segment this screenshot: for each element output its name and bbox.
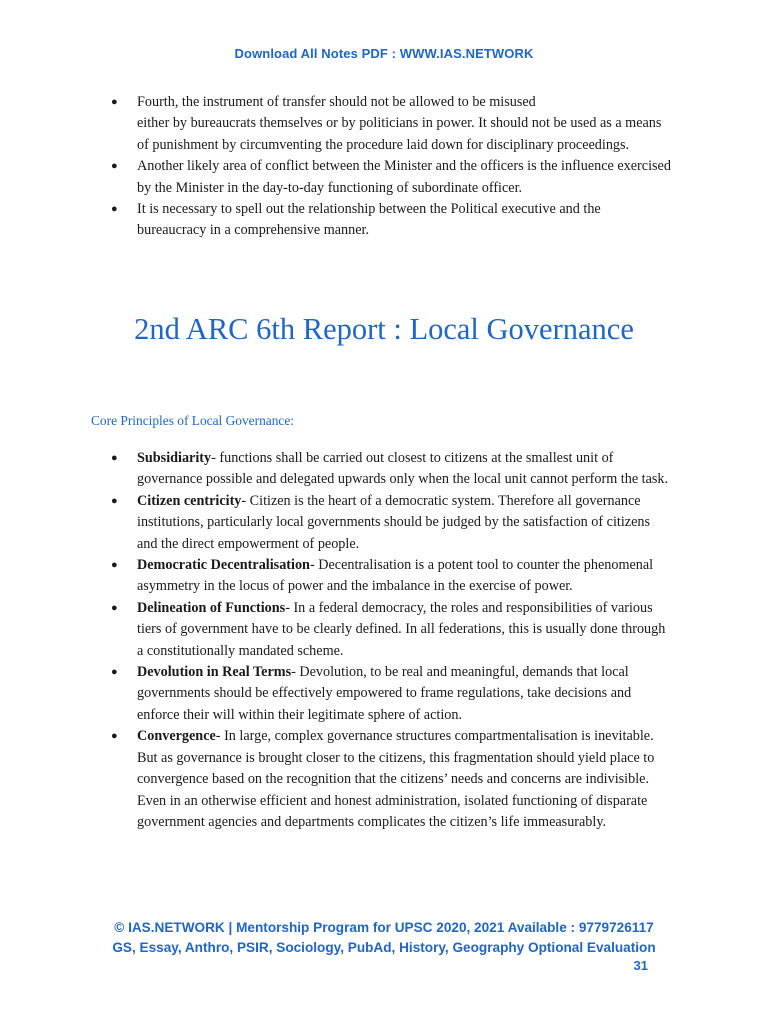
bullet-icon: ● (111, 730, 118, 743)
principle-text: - Citizen is the heart of a democratic system. Therefore all governance institutions, particularly local governments should be judged by the satisfaction of citizens and the direct empowerment of people. (137, 492, 651, 552)
principle-text: - Devolution, to be real and meaningful, demands that local governments should be effectively empowered to frame regulations, take decisions and enforce their will within their legitimate sphere of action. (137, 664, 632, 723)
principle-text: - functions shall be carried out closest to citizens at the smallest unit of governance possible and delegated upwards only when the local unit cannot perform the task. (137, 450, 669, 488)
bullet-icon: ● (111, 559, 118, 572)
intro-points-list (111, 92, 671, 242)
bullet-icon: ● (111, 601, 118, 614)
principles-list (111, 448, 673, 833)
principle-term: Democratic Decentralisation (137, 557, 310, 574)
point-text: Another likely area of conflict between the Minister and the officers is the influence exercised by the Minister in the day-to-day functioning of subordinate officer. (137, 158, 671, 196)
bullet-icon: ● (111, 160, 118, 173)
list-item (111, 662, 673, 726)
page-number: 31 (633, 958, 648, 973)
list-item (111, 598, 673, 662)
footer (0, 918, 768, 958)
list-item (111, 199, 671, 242)
bullet-icon: ● (111, 666, 118, 679)
footer-line-mentorship: © IAS.NETWORK | Mentorship Program for UPSC 2020, 2021 Available : 9779726117 (114, 920, 654, 935)
section-subheading: Core Principles of Local Governance: (91, 413, 295, 428)
list-item (111, 448, 673, 491)
list-item (111, 156, 671, 199)
download-header-link[interactable]: Download All Notes PDF : WWW.IAS.NETWORK (234, 46, 534, 61)
point-text: either by bureaucrats themselves or by politicians in power. It should not be used as a means of punishment by circumventing the procedure laid down for disciplinary proceedings. (137, 115, 662, 153)
point-text: It is necessary to spell out the relationship between the Political executive and the bureaucracy in a comprehensive manner. (137, 201, 601, 239)
list-item (111, 92, 671, 156)
principle-text: - Decentralisation is a potent tool to counter the phenomenal asymmetry in the locus of power and the imbalance in the exercise of power. (137, 557, 654, 595)
bullet-icon: ● (111, 96, 118, 108)
principle-term: Devolution in Real Terms (137, 664, 292, 681)
principle-term: Subsidiarity (137, 450, 212, 466)
list-item (111, 491, 673, 555)
bullet-icon: ● (111, 203, 118, 216)
section-title: 2nd ARC 6th Report : Local Governance (134, 312, 634, 346)
footer-line-evaluation: GS, Essay, Anthro, PSIR, Sociology, PubAd, History, Geography Optional Evaluation (112, 940, 656, 955)
list-item (111, 726, 673, 833)
principle-term: Delineation of Functions (137, 599, 286, 616)
principle-text: - In a federal democracy, the roles and responsibilities of various tiers of government have to be clearly defined. In all federations, this is usually done through a constitutionally mandated scheme. (137, 599, 666, 659)
principle-term: Citizen centricity (137, 492, 242, 509)
bullet-icon: ● (111, 452, 118, 464)
point-first-line: Fourth, the instrument of transfer should not be allowed to be misused (137, 94, 536, 110)
list-item (111, 555, 673, 598)
principle-text: - In large, complex governance structures compartmentalisation is inevitable. But as governance is brought closer to the citizens, this fragmentation should yield place to convergence based on the recognition that the citizens’ needs and concerns are indivisible. Even in an otherwise efficient and honest administration, isolated functioning of disparate government agencies and departments complicates the citizen’s life immeasurably. (137, 728, 655, 830)
principle-term: Convergence (137, 728, 216, 745)
bullet-icon: ● (111, 494, 118, 507)
